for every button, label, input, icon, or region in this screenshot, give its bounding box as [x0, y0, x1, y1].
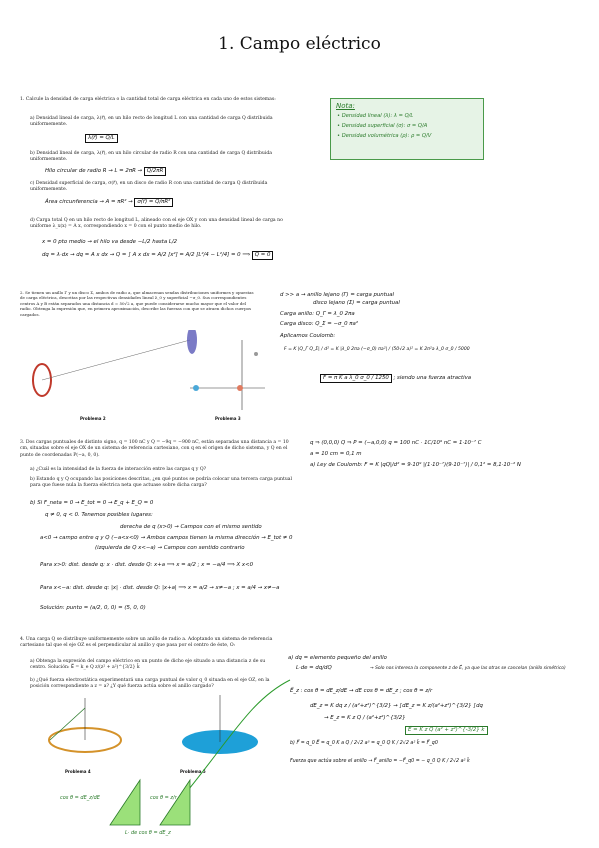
work-3-line8: (izquierda de Q x<−a) → Campos con sentido contrario [95, 545, 245, 551]
answer-box: F = π K a λ_0 σ_0 / 1250 [320, 374, 392, 383]
triangle-left [110, 780, 140, 825]
work-4-line5: dE_z = K dq z / (a²+z²)^{3/2} → ∫dE_z = K z/(a²+z²)^{3/2} ∫dq [310, 703, 483, 709]
work-2-answer [320, 374, 471, 383]
field-line [50, 708, 85, 740]
work-text: ; siendo una fuerza atractiva [393, 375, 472, 381]
problem-3a: a) ¿Cuál es la intensidad de la fuerza de interacción entre las cargas q y Q? [30, 467, 207, 472]
note-line: • Densidad lineal (λ): λ = Q/L [337, 113, 414, 119]
problem-1d: d) Carga total Q en un hilo recto de longitud L, alineado con el eje OX y con una densidad lineal de carga no uniforme λ_x(x) = A x, correspondiendo x = 0 con el punto medio de hilo. [30, 218, 283, 230]
work-4-triangle-relation: L· de cos θ = dE_z [125, 830, 171, 836]
work-2-line6: F = K |Q_Γ Q_Σ| / d² = K |λ_0 2πa (−σ_0) πa²| / (50√2 a)² = K 2π²a λ_0 σ_0 / 5000 [284, 347, 470, 352]
distance-line [42, 340, 190, 380]
answer-box: Q = 0 [252, 251, 274, 260]
work-1d-line2 [42, 251, 273, 260]
problem-4-statement: 4. Una carga Q se distribuye uniformemente sobre un anillo de radio a. Adoptando un sistema de referencia cartesiano tal que el eje OZ es el perpendicular al anillo y que pasa por el centro de éste, O: [20, 637, 273, 649]
figure-problem-2-3 [20, 330, 270, 420]
work-4-line1: a) dq = elemento pequeño del anillo [288, 655, 387, 661]
work-3-solution: Solución: punto = (a/2, 0, 0) = (5, 0, 0) [40, 605, 146, 611]
charge-q [237, 385, 243, 391]
problem-1a: a) Densidad lineal de carga, λ(r⃗), en un hilo recto de longitud L con una cantidad de carga Q distribuida uniformemente. [30, 116, 273, 128]
work-1c [45, 198, 173, 207]
work-4-line8: b) F⃗ = q_0 E⃗ = q_0 K a Q / 2√2 a³ = q_0 Q K / 2√2 a² k̂ = F⃗_q0 [290, 741, 438, 746]
triangle-sketches [100, 770, 250, 835]
work-text: dq = λ·dx → dq = A x dx → Q = ∫ A x dx = A/2 [x²] = A/2 [L²/4 − L²/4] = 0 ⟹ [42, 252, 251, 258]
problem-1c: c) Densidad superficial de carga, σ(r⃗), en un disco de radio R con una cantidad de carga Q distribuida uniformemente. [30, 181, 268, 193]
point-P [254, 352, 258, 356]
problem-4b: b) ¿Qué fuerza electrostática experimentará una carga puntual de valor q_0 situada en el eje OZ, en la posición correspondiente a z = a? ¿Y qué fuerza actúa sobre el anillo cargado? [30, 678, 270, 690]
caption-problem-3: Problema 3 [215, 416, 241, 421]
work-3-line9: Para x>0: dist. desde q: x · dist. desde Q: x+a ⟹ x = a/2 ; x = −a/4 ⟹ X x<0 [40, 562, 254, 568]
work-3-line10: Para x<−a: dist. desde q: |x| · dist. desde Q: |x+a| ⟹ x = a/2 → x≠−a ; x = a/4 → x≠−a [40, 585, 280, 591]
problem-1-statement: 1. Calcule la densidad de carga eléctrica o la cantidad total de carga eléctrica en cada uno de estos sistemas: [20, 97, 276, 102]
work-3-line1: q ⇒ (0,0,0) Q ⇒ P = (−a,0,0) q = 100 nC · 1C/10⁹ nC = 1·10⁻⁷ C [310, 440, 482, 446]
note-line: • Densidad volumétrica (ρ): ρ = Q/V [337, 133, 432, 139]
problem-1b: b) Densidad lineal de carga, λ(r⃗), en un hilo circular de radio R con una cantidad de carga Q distribuida uniformemente. [30, 151, 273, 163]
answer-box: E⃗ = K z Q (a² + z²)^{-3/2} k̂ [405, 726, 488, 735]
work-3-line4: b) Si F_neta = 0 → E_tot = 0 → E_q + E_Q = 0 [30, 500, 154, 506]
answer-box: Q/2πR [144, 167, 166, 176]
work-3-line3: a) Ley de Coulomb: F = K |qQ|/d² = 9·10⁹ |(1·10⁻⁷)(9·10⁻⁷)| / 0,1² = 8,1·10⁻² N [310, 462, 521, 468]
work-3-line2: a = 10 cm = 0,1 m [310, 451, 362, 457]
work-4-triangle-right: cos θ = z/r [150, 795, 177, 801]
problem-2-statement: 2. Se tienen un anillo Γ y un disco Σ, ambos de radio a, que almacenan sendas distribuciones uniformes y opuestas de carga eléctrica, descritas por las respectivas densidades lineal λ_0 y superficial −σ_0. Sus correspondientes centros A y B están separados una distancia d = 50√2 a, que puede considerarse mucho mayor que el valor del radio. Obtenga la expresión que, en primera aproximación, describe las fuerzas con que se atraen dichos cuerpos cargados. [20, 290, 254, 317]
problem-3b: b) Estando q y Q ocupando las posiciones descritas, ¿en qué puntos se podría colocar una tercera carga puntual para que fuese nula la fuerza eléctrica neta que actuase sobre dicha carga? [30, 477, 293, 489]
disk-figure [187, 330, 197, 354]
page-title: 1. Campo eléctrico [218, 34, 381, 54]
work-2-line4: Carga disco: Q_Σ = −σ_0 πa² [280, 321, 359, 327]
work-3-line7: a<0 → campo entre q y Q (−a<x<0) → Ambos campos tienen la misma dirección → E_tot ≠ 0 [40, 535, 293, 541]
answer-1a [85, 134, 118, 143]
answer-box: σ(r⃗) = Q/πR² [134, 198, 173, 207]
work-text: Hilo circular de radio R → L = 2πR → [45, 168, 143, 174]
work-4-line3: → Solo nos interesa la componente z de E⃗, ya que las otras se cancelan (anillo simétrico) [370, 666, 566, 671]
work-4-line9: Fuerza que actúa sobre el anillo → F⃗_anillo = −F⃗_q0 = − q_0 Q K / 2√2 a² k̂ [290, 759, 470, 764]
problem-4a: a) Obtenga la expresión del campo eléctrico en un punto de dicho eje situado a una distancia z de su centro. Solución: E⃗ = k_e Q z/(z² + a²)^{3/2} k̂ [30, 659, 266, 671]
work-4-line2: L·de = dq/dQ [296, 665, 332, 671]
work-2-line5: Aplicamos Coulomb: [280, 333, 336, 339]
problem-3-statement: 3. Dos cargas puntuales de distinto signo, q = 100 nC y Q = −9q = −900 nC, están separadas una distancia a = 10 cm, situadas sobre el eje OX de un sistema de referencia cartesiano, con q en el origen de dicho sistema, y Q en el punto de coordenadas P(−a, 0, 0). [20, 440, 289, 458]
work-2-line2: disco lejano (Σ) = carga puntual [313, 300, 400, 306]
charge-Q [193, 385, 199, 391]
work-4-triangle-left: cos θ = dE_z/dE [60, 795, 100, 801]
work-1b [45, 167, 166, 176]
work-3-line5: q ≠ 0, q < 0. Tenemos posibles lugares: [45, 512, 153, 518]
note-line: • Densidad superficial (σ): σ = Q/A [337, 123, 428, 129]
work-4-line4: E⃗_z : cos θ = dE_z/dE → dE cos θ = dE_z ; cos θ = z/r [290, 688, 433, 694]
work-3-line6: derecha de q (x>0) → Campos con el mismo sentido [120, 524, 262, 530]
note-heading: Nota: [336, 102, 355, 110]
work-4-answer [405, 726, 488, 735]
triangle-right [160, 780, 190, 825]
caption-problem-4: Problema 4 [65, 769, 91, 774]
work-text: Área circunferencia → A = πR² → [45, 199, 133, 205]
caption-problem-5: Problema 5 [180, 769, 206, 774]
note-box [330, 98, 484, 160]
work-2-line3: Carga anillo: Q_Γ = λ_0 2πa [280, 311, 355, 317]
work-1d-line1: x = 0 pto medio → el hilo va desde −L/2 hasta L/2 [42, 239, 178, 245]
caption-problem-2: Problema 2 [80, 416, 106, 421]
work-2-line1: d >> a → anillo lejano (Γ) = carga puntual [280, 292, 395, 298]
answer-box: λ(r⃗) = Q/L [85, 134, 118, 143]
work-4-line6: → E_z = K z Q / (a²+z²)^{3/2} [324, 715, 406, 721]
